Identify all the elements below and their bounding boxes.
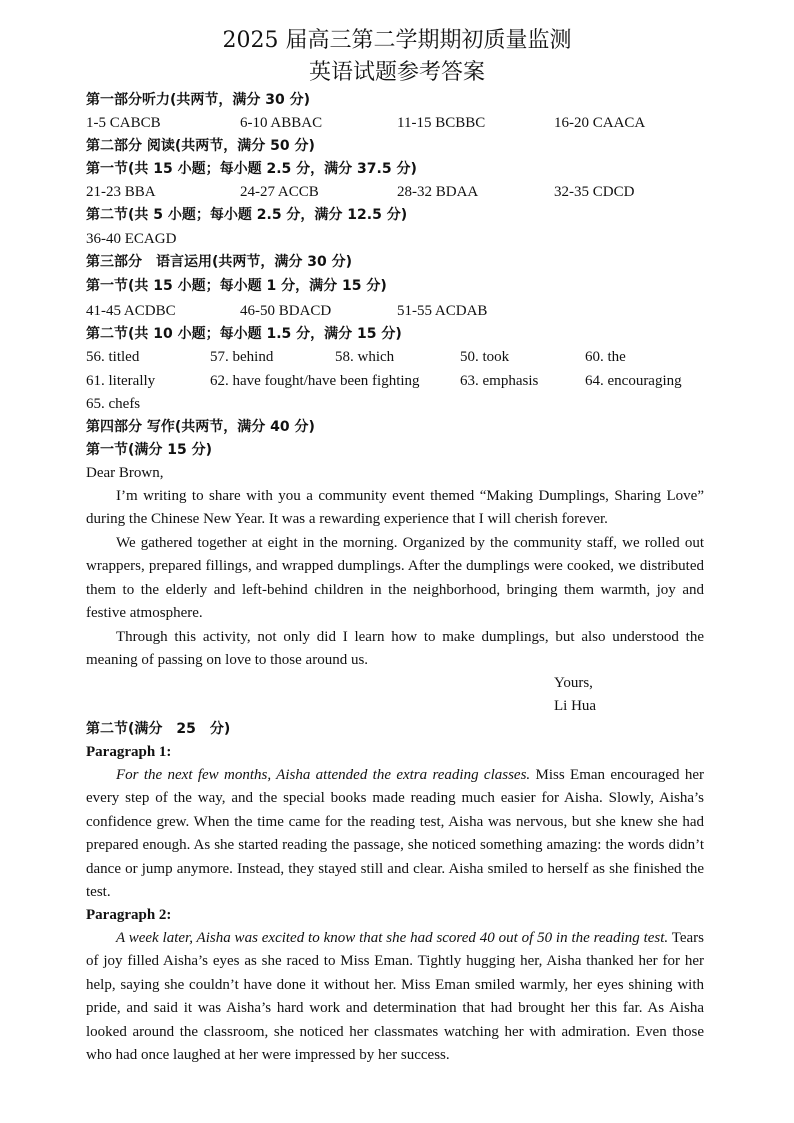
paragraph2-body: Tears of joy filled Aisha’s eyes as she raced to Miss Eman. Tightly hugging her, Aisha thanked her for her help, saying she couldn’t have done it without her. Miss Eman smiled warmly, her eyes shining with pride, and said it was Aisha’s hard work and determination that had brought her this far. As Aisha looked around the classroom, she noticed her classmates watching her with admiration. Even those who had once laughed at her were impressed by her success. (86, 930, 704, 1064)
part1-heading: 第一部分听力(共两节，满分 30 分) (86, 92, 311, 108)
part2-section2-heading: 第二节(共 5 小题；每小题 2.5 分，满分 12.5 分) (86, 207, 408, 223)
answer-group: 32-35 CDCD (554, 184, 635, 200)
letter-paragraph: We gathered together at eight in the morning. Organized by the community staff, we rolled out wrappers, prepared fillings, and wrapped dumplings. After the dumplings were cooked, we distributed them to the elderly and left-behind children in the neighborhood, bringing them warmth, joy and festive atmosphere. (86, 535, 704, 622)
paragraph2-lead-sentence: A week later, Aisha was excited to know that she had scored 40 out of 50 in the reading test. (116, 930, 669, 946)
fill-answer: 56. titled (86, 349, 140, 365)
paragraph1-label: Paragraph 1: (86, 744, 172, 760)
letter-salutation: Dear Brown, (86, 465, 164, 481)
story-paragraph-1 (86, 764, 704, 904)
part3-section1-heading: 第一节(共 15 小题；每小题 1 分，满分 15 分) (86, 278, 387, 294)
fill-answer: 65. chefs (86, 396, 141, 412)
fill-answer: 50. took (460, 349, 510, 365)
fill-answer: 57. behind (210, 349, 274, 365)
paragraph1-lead-sentence: For the next few months, Aisha attended the extra reading classes. (116, 767, 531, 783)
part4-heading: 第四部分 写作(共两节，满分 40 分) (86, 419, 315, 435)
part3-heading: 第三部分 语言运用(共两节，满分 30 分) (86, 254, 353, 270)
fill-answer: 60. the (585, 349, 626, 365)
letter-closing: Yours, (554, 675, 593, 691)
part3-section2-heading: 第二节(共 10 小题；每小题 1.5 分，满分 15 分) (86, 326, 402, 342)
fill-answer: 63. emphasis (460, 373, 539, 389)
answer-group: 1-5 CABCB (86, 115, 161, 131)
part4-section2-heading: 第二节(满分 25 分) (86, 721, 231, 737)
fill-answer: 62. have fought/have been fighting (210, 373, 420, 389)
page-subtitle: 英语试题参考答案 (308, 60, 485, 85)
answer-group: 6-10 ABBAC (240, 115, 323, 131)
answer-group: 46-50 BDACD (240, 303, 332, 319)
paragraph2-label: Paragraph 2: (86, 907, 172, 923)
answer-group: 41-45 ACDBC (86, 303, 176, 319)
paragraph1-body: Miss Eman encouraged her every step of the way, and the special books made reading much easier for Aisha. Slowly, Aisha’s confidence grew. When the time came for the reading test, Aisha was nervous, but she knew she had prepared enough. As she started reading the passage, she noticed something amazing: the words didn’t dance or jump anymore. Instead, they stayed still and clear. Aisha smiled to herself as she finished the test. (86, 767, 704, 901)
answer-group: 16-20 CAACA (554, 115, 646, 131)
letter-paragraph: Through this activity, not only did I learn how to make dumplings, but also understood the meaning of passing on love to those around us. (86, 629, 704, 669)
letter-paragraph: I’m writing to share with you a community event themed “Making Dumplings, Sharing Love” during the Chinese New Year. It was a rewarding experience that I will cherish forever. (86, 488, 704, 528)
letter-signature: Li Hua (554, 698, 597, 714)
fill-answer: 58. which (335, 349, 395, 365)
part4-section1-heading: 第一节(满分 15 分) (86, 442, 213, 458)
answer-group: 21-23 BBA (86, 184, 156, 200)
fill-answer: 61. literally (86, 373, 156, 389)
answer-group: 36-40 ECAGD (86, 231, 177, 247)
answer-group: 51-55 ACDAB (397, 303, 488, 319)
answer-group: 28-32 BDAA (397, 184, 479, 200)
fill-answer: 64. encouraging (585, 373, 682, 389)
answer-group: 24-27 ACCB (240, 184, 319, 200)
part2-heading: 第二部分 阅读(共两节，满分 50 分) (86, 138, 315, 154)
answer-group: 11-15 BCBBC (397, 115, 486, 131)
part2-section1-heading: 第一节(共 15 小题；每小题 2.5 分，满分 37.5 分) (86, 161, 417, 177)
page-title: 2025 届高三第二学期期初质量监测 (222, 28, 572, 53)
story-paragraph-2 (86, 927, 704, 1067)
